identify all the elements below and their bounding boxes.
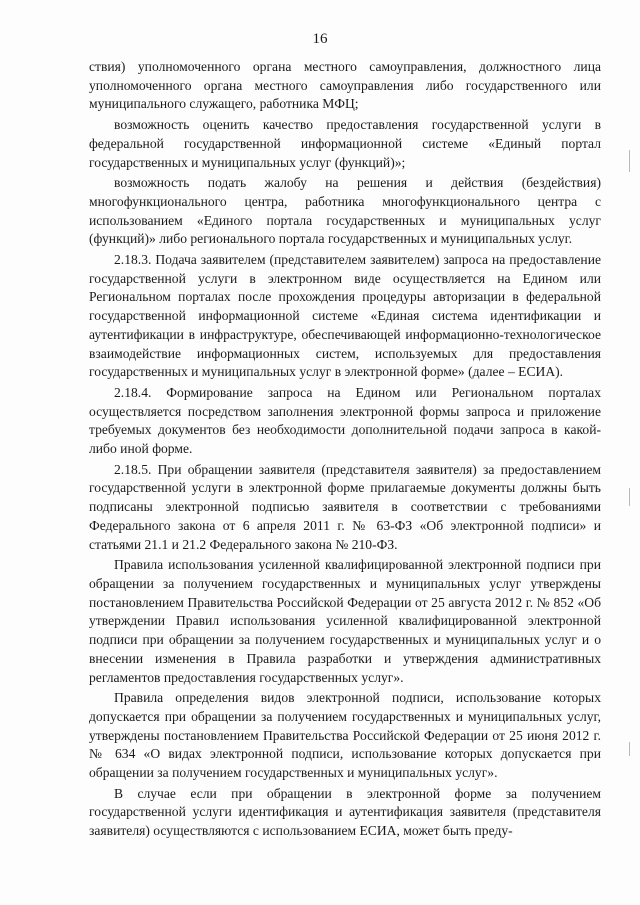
paragraph-quality-assessment: возможность оценить качество предоставления государственной услуги в федеральной государственной информационной системе «Единый портал государственных и муниципальных услуг (функций)»; (89, 117, 601, 170)
scan-edge-mark (629, 742, 630, 756)
paragraph-complaint: возможность подать жалобу на решения и действия (бездействия) многофункционального центра, работника многофункционального центра с использованием «Единого портала государственных и муниципальных услуг (функций)» либо регионального портала государственных и муниципальных услуг. (89, 175, 601, 247)
paragraph-esia-case: В случае если при обращении в электронной форме за получением государственной услуги идентификация и аутентификация заявителя (представителя заявителя) осуществляются с использованием ЕСИА, может быть преду- (89, 785, 601, 839)
paragraph-2-18-4: 2.18.4. Формирование запроса на Едином или Региональном порталах осуществляется посредством заполнения электронной формы запроса и приложение требуемых документов без необходимости дополнительной подачи запроса в какой-либо иной форме. (89, 384, 601, 457)
scan-edge-mark (629, 488, 630, 506)
paragraph-2-18-5: 2.18.5. При обращении заявителя (представителя заявителя) за предоставлением государственной услуги в электронной форме прилагаемые документы должны быть подписаны электронной подписью заявителя в соответствии с требованиями Федерального закона от 6 апреля 2011 г. № 63-ФЗ «Об электронной подписи» и статьями 21.1 и 21.2 Федерального закона № 210-ФЗ. (89, 461, 601, 552)
paragraph-qualified-signature-rules: Правила использования усиленной квалифицированной электронной подписи при обращении за получением государственных и муниципальных услуг утверждены постановлением Правительства Российской Федерации от 25 августа 2012 г. № 852 «Об утверждении Правил использования усиленной квалифицированной электронной подписи при обращении за получением государственных и муниципальных услуг и о внесении изменения в Правила разработки и утверждения административных регламентов предоставления государственных услуг». (89, 557, 601, 685)
page-number: 16 (312, 31, 328, 47)
paragraph-continuation: ствия) уполномоченного органа местного самоуправления, должностного лица уполномоченного органа местного самоуправления либо государственного или муниципального служащего, работника МФЦ; (89, 59, 601, 112)
document-body (89, 58, 601, 843)
paragraph-2-18-3: 2.18.3. Подача заявителем (представителем заявителем) запроса на предоставление государственной услуги в электронном виде осуществляется на Едином или Региональном порталах после прохождения процедуры авторизации в федеральной государственной информационной системе «Единая система идентификации и аутентификации в инфраструктуре, обеспечивающей информационно-технологическое взаимодействие информационных систем, используемых для предоставления государственных и муниципальных услуг в электронной форме» (далее – ЕСИА). (89, 252, 601, 380)
scan-edge-mark (629, 150, 630, 172)
paragraph-signature-types-rules: Правила определения видов электронной подписи, использование которых допускается при обращении за получением государственных и муниципальных услуг, утверждены постановлением Правительства Российской Федерации от 25 июня 2012 г. № 634 «О видах электронной подписи, использование которых допускается при обращении за получением государственных и муниципальных услуг». (89, 690, 601, 781)
